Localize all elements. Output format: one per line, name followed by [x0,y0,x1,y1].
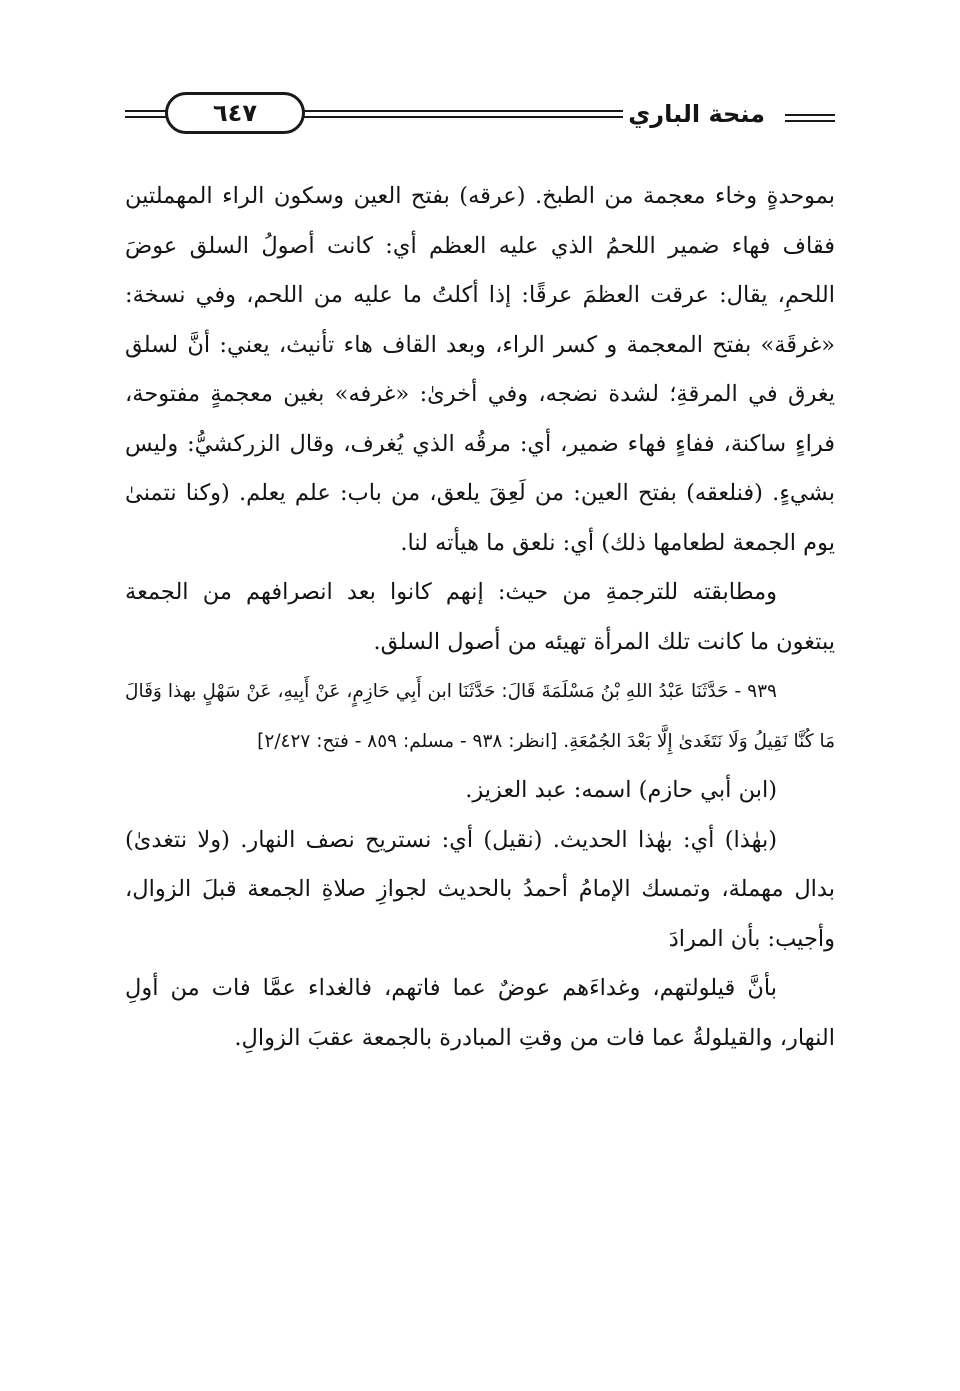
hadith-text: ٩٣٩ - حَدَّثَنَا عَبْدُ اللهِ بْنُ مَسْلَمَةَ قَالَ: حَدَّثَنَا ابن أَبِي حَازِمٍ، عَنْ أَبِيهِ، عَنْ سَهْلٍ بهذا وَقَالَ مَا كُنَّا نَقِيلُ وَلَا نَتَغَدىٰ إِلَّا بَعْدَ الجُمُعَةِ. [انظر: ٩٣٨ - مسلم: ٨٥٩ - فتح: ٢/٤٢٧] [125,681,835,752]
commentary-paragraph: (ابن أبي حازم) اسمه: عبد العزيز. [465,777,777,803]
commentary-paragraph: ومطابقته للترجمةِ من حيث: إنهم كانوا بعد انصرافهم من الجمعة يبتغون ما كانت تلك المرأة تهيئه من أصول السلق. [125,579,835,655]
page-body [125,172,835,1063]
commentary-paragraph: (بهٰذا) أي: بهٰذا الحديث. (نقيل) أي: نستريح نصف النهار. (ولا نتغدىٰ) بدال مهملة، وتمسك الإمامُ أحمدُ بالحديث لجوازِ صلاةِ الجمعة قبلَ الزوال، وأجيب: بأن المرادَ [125,826,835,952]
commentary-paragraph: بأنَّ قيلولتهم، وغداءَهم عوضٌ عما فاتهم، فالغداء عمَّا فات من أولِ النهار، والقيلولةُ عما فات من وقتِ المبادرة بالجمعة عقبَ الزوالِ. [125,975,835,1051]
header-rule-right-top [785,114,835,116]
book-title: منحة الباري [628,100,765,128]
commentary-paragraph: بموحدةٍ وخاء معجمة من الطبخ. (عرقه) بفتح العين وسكون الراء المهملتين فقاف فهاء ضمير اللحمُ الذي عليه العظم أي: كانت أصولُ السلق عوضَ اللحمِ، يقال: عرقت العظمَ عرقًا: إذا أكلتُ ما عليه من اللحم، وفي نسخة: «غرقَة» بفتح المعجمة و كسر الراء، وبعد القاف هاء تأنيث، يعني: أنَّ لسلق يغرق في المرقةِ؛ لشدة نضجه، وفي أخرىٰ: «غرفه» بغين معجمةٍ مفتوحة، فراءٍ ساكنة، ففاءٍ فهاء ضمير، أي: مرقُه الذي يُغرف، وقال الزركشيُّ: وليس بشيءٍ. (فنلعقه) بفتح العين: من لَعِقَ يلعق، من باب: علم يعلم. (وكنا نتمنىٰ يوم الجمعة لطعامها ذلك) أي: نلعق ما هيأته لنا. [125,183,835,556]
page-number: ٦٤٧ [165,92,305,134]
header-rule-middle-top [303,110,623,112]
header-rule-middle-bottom [303,116,623,118]
page-header [125,92,835,142]
header-rule-right-bottom [785,120,835,122]
